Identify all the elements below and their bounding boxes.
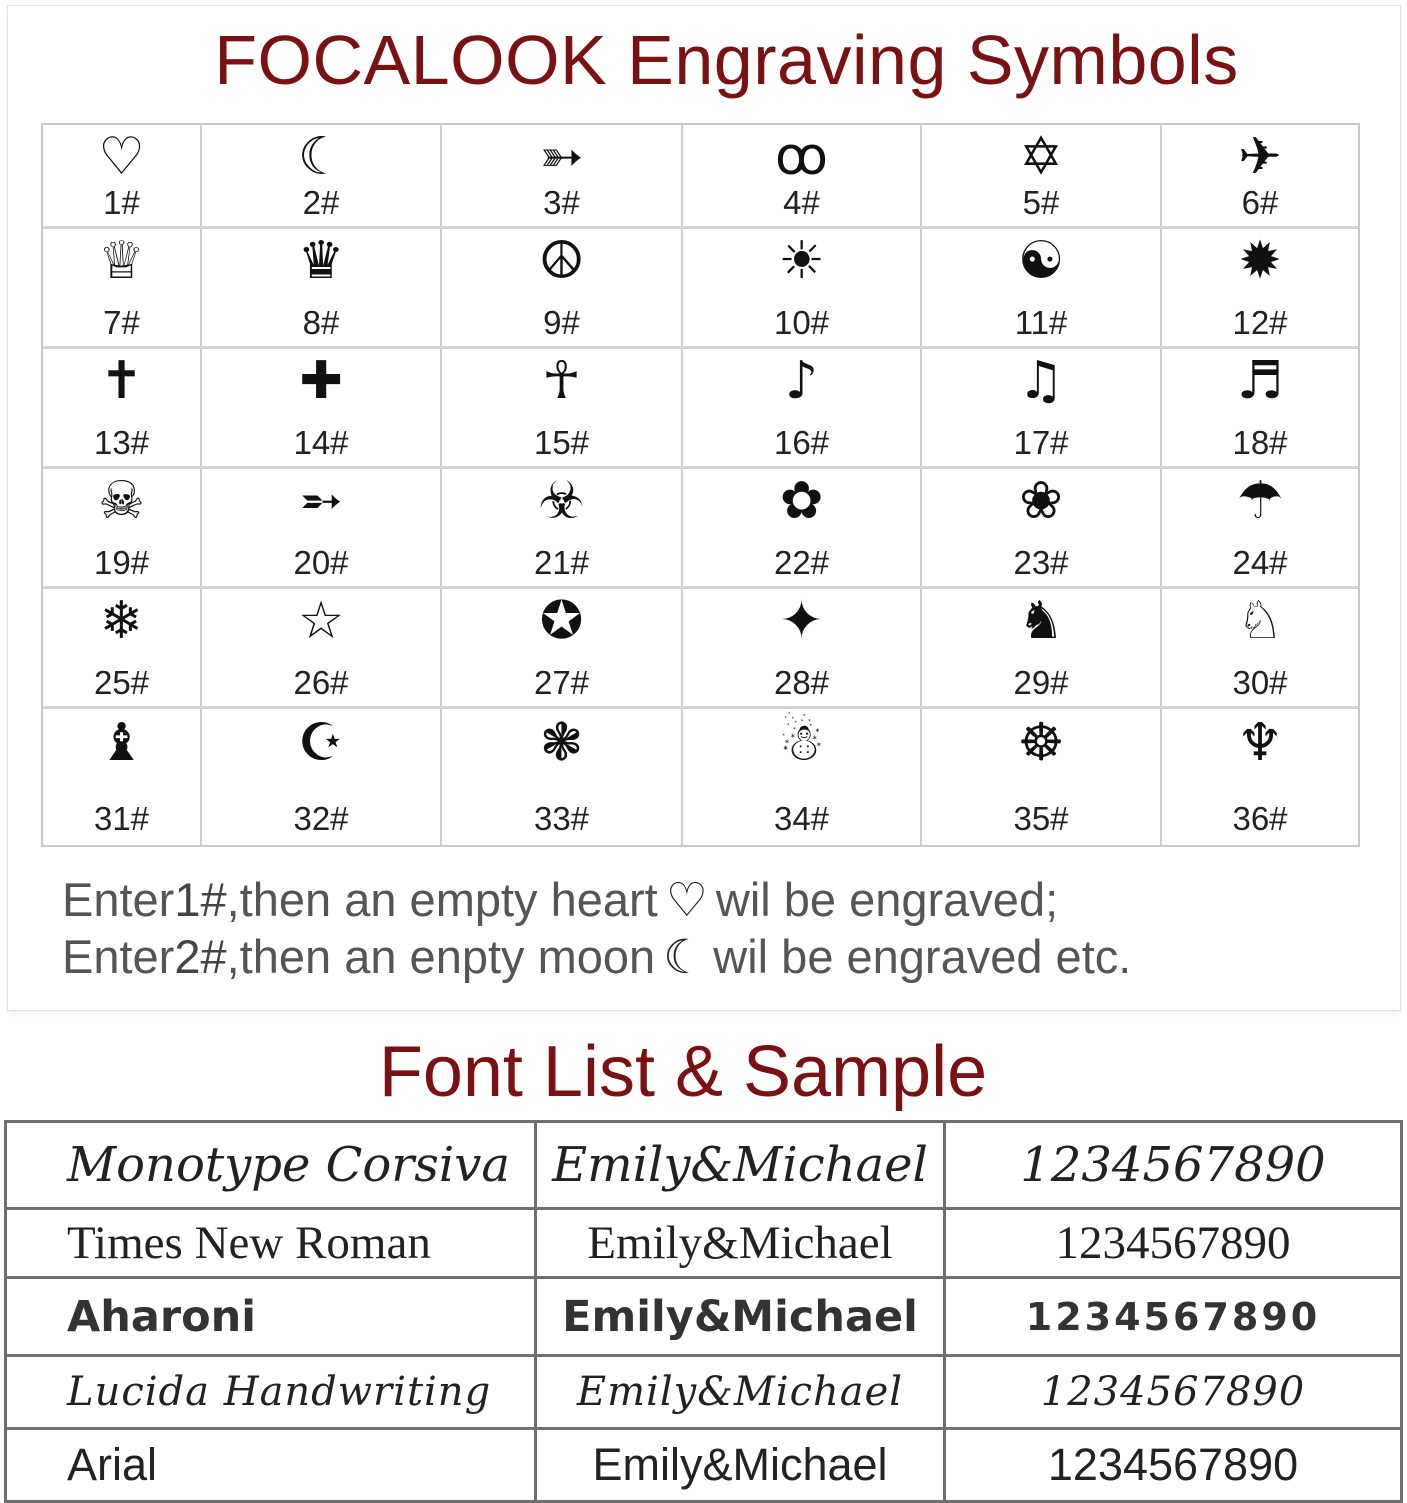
beamed-notes-icon: ♫ — [1017, 351, 1065, 411]
symbol-cell — [1162, 469, 1358, 589]
instruction-prefix: Enter — [62, 873, 175, 926]
symbol-code-label: 24# — [1232, 544, 1288, 581]
symbol-cell — [202, 349, 442, 469]
symbol-code-label: 30# — [1232, 664, 1288, 701]
symbol-code-label: 35# — [1013, 800, 1069, 837]
font-row-monotype-corsiva — [6, 1122, 1402, 1209]
crown-icon: ♕ — [98, 231, 145, 291]
font-name: Arial — [6, 1429, 536, 1502]
font-row-aharoni — [6, 1278, 1402, 1356]
symbols-panel — [8, 6, 1400, 1010]
font-name: Monotype Corsiva — [6, 1122, 536, 1209]
symbol-cell — [683, 469, 922, 589]
pinwheel-flower-icon: ❃ — [539, 713, 584, 773]
symbol-cell — [43, 469, 202, 589]
symbol-cell — [922, 589, 1162, 709]
symbol-code-label: 15# — [533, 424, 590, 461]
symbol-code-label: 23# — [1013, 544, 1069, 581]
font-row-times-new-roman — [6, 1209, 1402, 1278]
symbol-code-label: 2# — [302, 184, 340, 221]
symbol-cell — [202, 469, 442, 589]
font-name: Lucida Handwriting — [6, 1356, 536, 1429]
dharma-wheel-icon: ☸ — [1017, 713, 1065, 773]
symbol-cell — [683, 709, 922, 845]
snowflake-icon: ❄ — [99, 591, 144, 651]
font-sample-digits: 1234567890 — [945, 1278, 1402, 1356]
eighth-note-icon: ♪ — [784, 351, 819, 411]
symbol-code-label: 20# — [293, 544, 349, 581]
font-sample-name: Emily&Michael — [536, 1122, 945, 1209]
trident-icon: ♆ — [1236, 713, 1284, 773]
yin-yang-icon: ☯ — [1017, 231, 1065, 291]
symbol-cell — [1162, 349, 1358, 469]
symbol-cell — [43, 229, 202, 349]
symbol-cell — [442, 229, 683, 349]
font-sample-digits: 1234567890 — [945, 1209, 1402, 1278]
symbol-code-label: 36# — [1232, 800, 1288, 837]
symbol-cell — [202, 229, 442, 349]
symbol-code-label: 33# — [533, 800, 590, 837]
star-outline-icon: ☆ — [297, 591, 345, 651]
symbol-code-label: 32# — [293, 800, 349, 837]
font-row-lucida-handwriting — [6, 1356, 1402, 1429]
moon-outline-icon: ☾ — [297, 127, 345, 187]
symbol-code-label: 11# — [1014, 304, 1068, 341]
airplane-icon: ✈ — [1238, 127, 1282, 187]
instruction-suffix: wil be engraved; — [715, 873, 1059, 926]
symbol-code-label: 12# — [1232, 304, 1288, 341]
symbol-code-label: 27# — [533, 664, 590, 701]
font-sample-digits: 1234567890 — [945, 1122, 1402, 1209]
symbol-code-label: 31# — [93, 800, 150, 837]
symbol-cell — [442, 709, 683, 845]
latin-cross-icon: ✝ — [99, 351, 144, 411]
symbol-cell — [442, 469, 683, 589]
symbol-code-label: 6# — [1241, 184, 1279, 221]
symbol-cell — [1162, 229, 1358, 349]
symbol-code-label: 28# — [773, 664, 830, 701]
star-circle-icon: ✪ — [539, 591, 584, 651]
symbol-cell — [43, 589, 202, 709]
snowman-icon: ☃ — [778, 713, 825, 773]
symbol-code-label: 3# — [543, 184, 580, 221]
sun-icon: ☀ — [778, 231, 825, 291]
symbol-cell — [1162, 125, 1358, 229]
font-sample-name: Emily&Michael — [536, 1429, 945, 1502]
instruction-line-2 — [62, 929, 1131, 986]
flower-outline-icon: ❀ — [1019, 471, 1063, 531]
royal-crown-icon: ♛ — [297, 231, 345, 291]
symbol-code-label: 16# — [773, 424, 830, 461]
symbol-code-label: 4# — [783, 184, 820, 221]
sixteenth-notes-icon: ♬ — [1236, 351, 1284, 411]
symbol-code-label: 13# — [93, 424, 150, 461]
star-crescent-icon: ☪ — [297, 713, 345, 773]
skull-crossbones-icon: ☠ — [98, 471, 145, 531]
font-sample-name: Emily&Michael — [536, 1356, 945, 1429]
bow-icon: ꝏ — [775, 127, 828, 187]
symbol-cell — [683, 125, 922, 229]
feathered-arrow-icon: ➵ — [299, 471, 343, 531]
symbol-cell — [922, 229, 1162, 349]
symbol-code-label: 25# — [93, 664, 150, 701]
font-name: Times New Roman — [6, 1209, 536, 1278]
symbol-cell — [442, 125, 683, 229]
symbol-cell — [442, 589, 683, 709]
symbol-grid — [41, 123, 1360, 847]
knight-outline-icon: ♘ — [1236, 591, 1284, 651]
umbrella-icon: ☂ — [1236, 471, 1284, 531]
instructions — [62, 872, 1131, 986]
font-list-title: Font List & Sample — [378, 1032, 988, 1112]
symbol-cell — [922, 125, 1162, 229]
symbol-code-label: 10# — [773, 304, 830, 341]
font-sample-name: Emily&Michael — [536, 1209, 945, 1278]
symbol-cell — [202, 589, 442, 709]
peace-icon: ☮ — [538, 231, 585, 291]
symbol-cell — [43, 709, 202, 845]
biohazard-icon: ☣ — [538, 471, 585, 531]
font-table — [4, 1120, 1403, 1503]
symbol-cell — [922, 709, 1162, 845]
symbol-cell — [43, 349, 202, 469]
knight-filled-icon: ♞ — [1017, 591, 1065, 651]
symbol-code-label: 1# — [103, 184, 140, 221]
instruction-code: 2# — [174, 930, 227, 983]
arrow-icon: ➳ — [539, 127, 584, 187]
symbol-code-label: 29# — [1013, 664, 1069, 701]
heart-outline-icon: ♡ — [665, 873, 708, 928]
instruction-middle: ,then an empty heart — [226, 873, 658, 926]
font-sample-name: Emily&Michael — [536, 1278, 945, 1356]
star-of-david-icon: ✡ — [1019, 127, 1063, 187]
symbol-code-label: 7# — [103, 304, 140, 341]
symbol-code-label: 5# — [1022, 184, 1060, 221]
symbol-code-label: 21# — [533, 544, 590, 581]
instruction-prefix: Enter — [62, 930, 175, 983]
symbol-code-label: 14# — [293, 424, 349, 461]
symbol-cell — [43, 125, 202, 229]
symbol-code-label: 22# — [773, 544, 830, 581]
instruction-line-1 — [62, 872, 1131, 929]
symbols-title: FOCALOOK Engraving Symbols — [214, 21, 1239, 99]
four-point-star-icon: ✦ — [779, 591, 824, 651]
instruction-code: 1# — [174, 873, 227, 926]
symbol-code-label: 17# — [1013, 424, 1069, 461]
symbol-cell — [1162, 709, 1358, 845]
greek-cross-icon: ✚ — [299, 351, 343, 411]
heart-outline-icon: ♡ — [98, 127, 145, 187]
symbol-cell — [683, 229, 922, 349]
moon-outline-icon: ☾ — [663, 930, 706, 985]
symbol-cell — [683, 349, 922, 469]
symbol-code-label: 34# — [773, 800, 830, 837]
symbol-cell — [683, 589, 922, 709]
symbol-cell — [202, 709, 442, 845]
symbol-cell — [202, 125, 442, 229]
symbol-code-label: 8# — [302, 304, 340, 341]
symbol-code-label: 9# — [543, 304, 580, 341]
symbol-code-label: 18# — [1232, 424, 1288, 461]
font-name: Aharoni — [6, 1278, 536, 1356]
symbol-code-label: 19# — [93, 544, 150, 581]
bishop-icon: ♝ — [98, 713, 145, 773]
symbol-code-label: 26# — [293, 664, 349, 701]
instruction-suffix: wil be engraved etc. — [713, 930, 1132, 983]
flower-filled-icon: ✿ — [779, 471, 824, 531]
ankh-icon: ☥ — [542, 351, 581, 411]
symbol-cell — [1162, 589, 1358, 709]
starburst-icon: ✹ — [1238, 231, 1282, 291]
symbol-cell — [922, 349, 1162, 469]
symbol-cell — [922, 469, 1162, 589]
symbol-cell — [442, 349, 683, 469]
font-sample-digits: 1234567890 — [945, 1356, 1402, 1429]
instruction-middle: ,then an enpty moon — [226, 930, 656, 983]
font-row-arial — [6, 1429, 1402, 1502]
font-sample-digits: 1234567890 — [945, 1429, 1402, 1502]
